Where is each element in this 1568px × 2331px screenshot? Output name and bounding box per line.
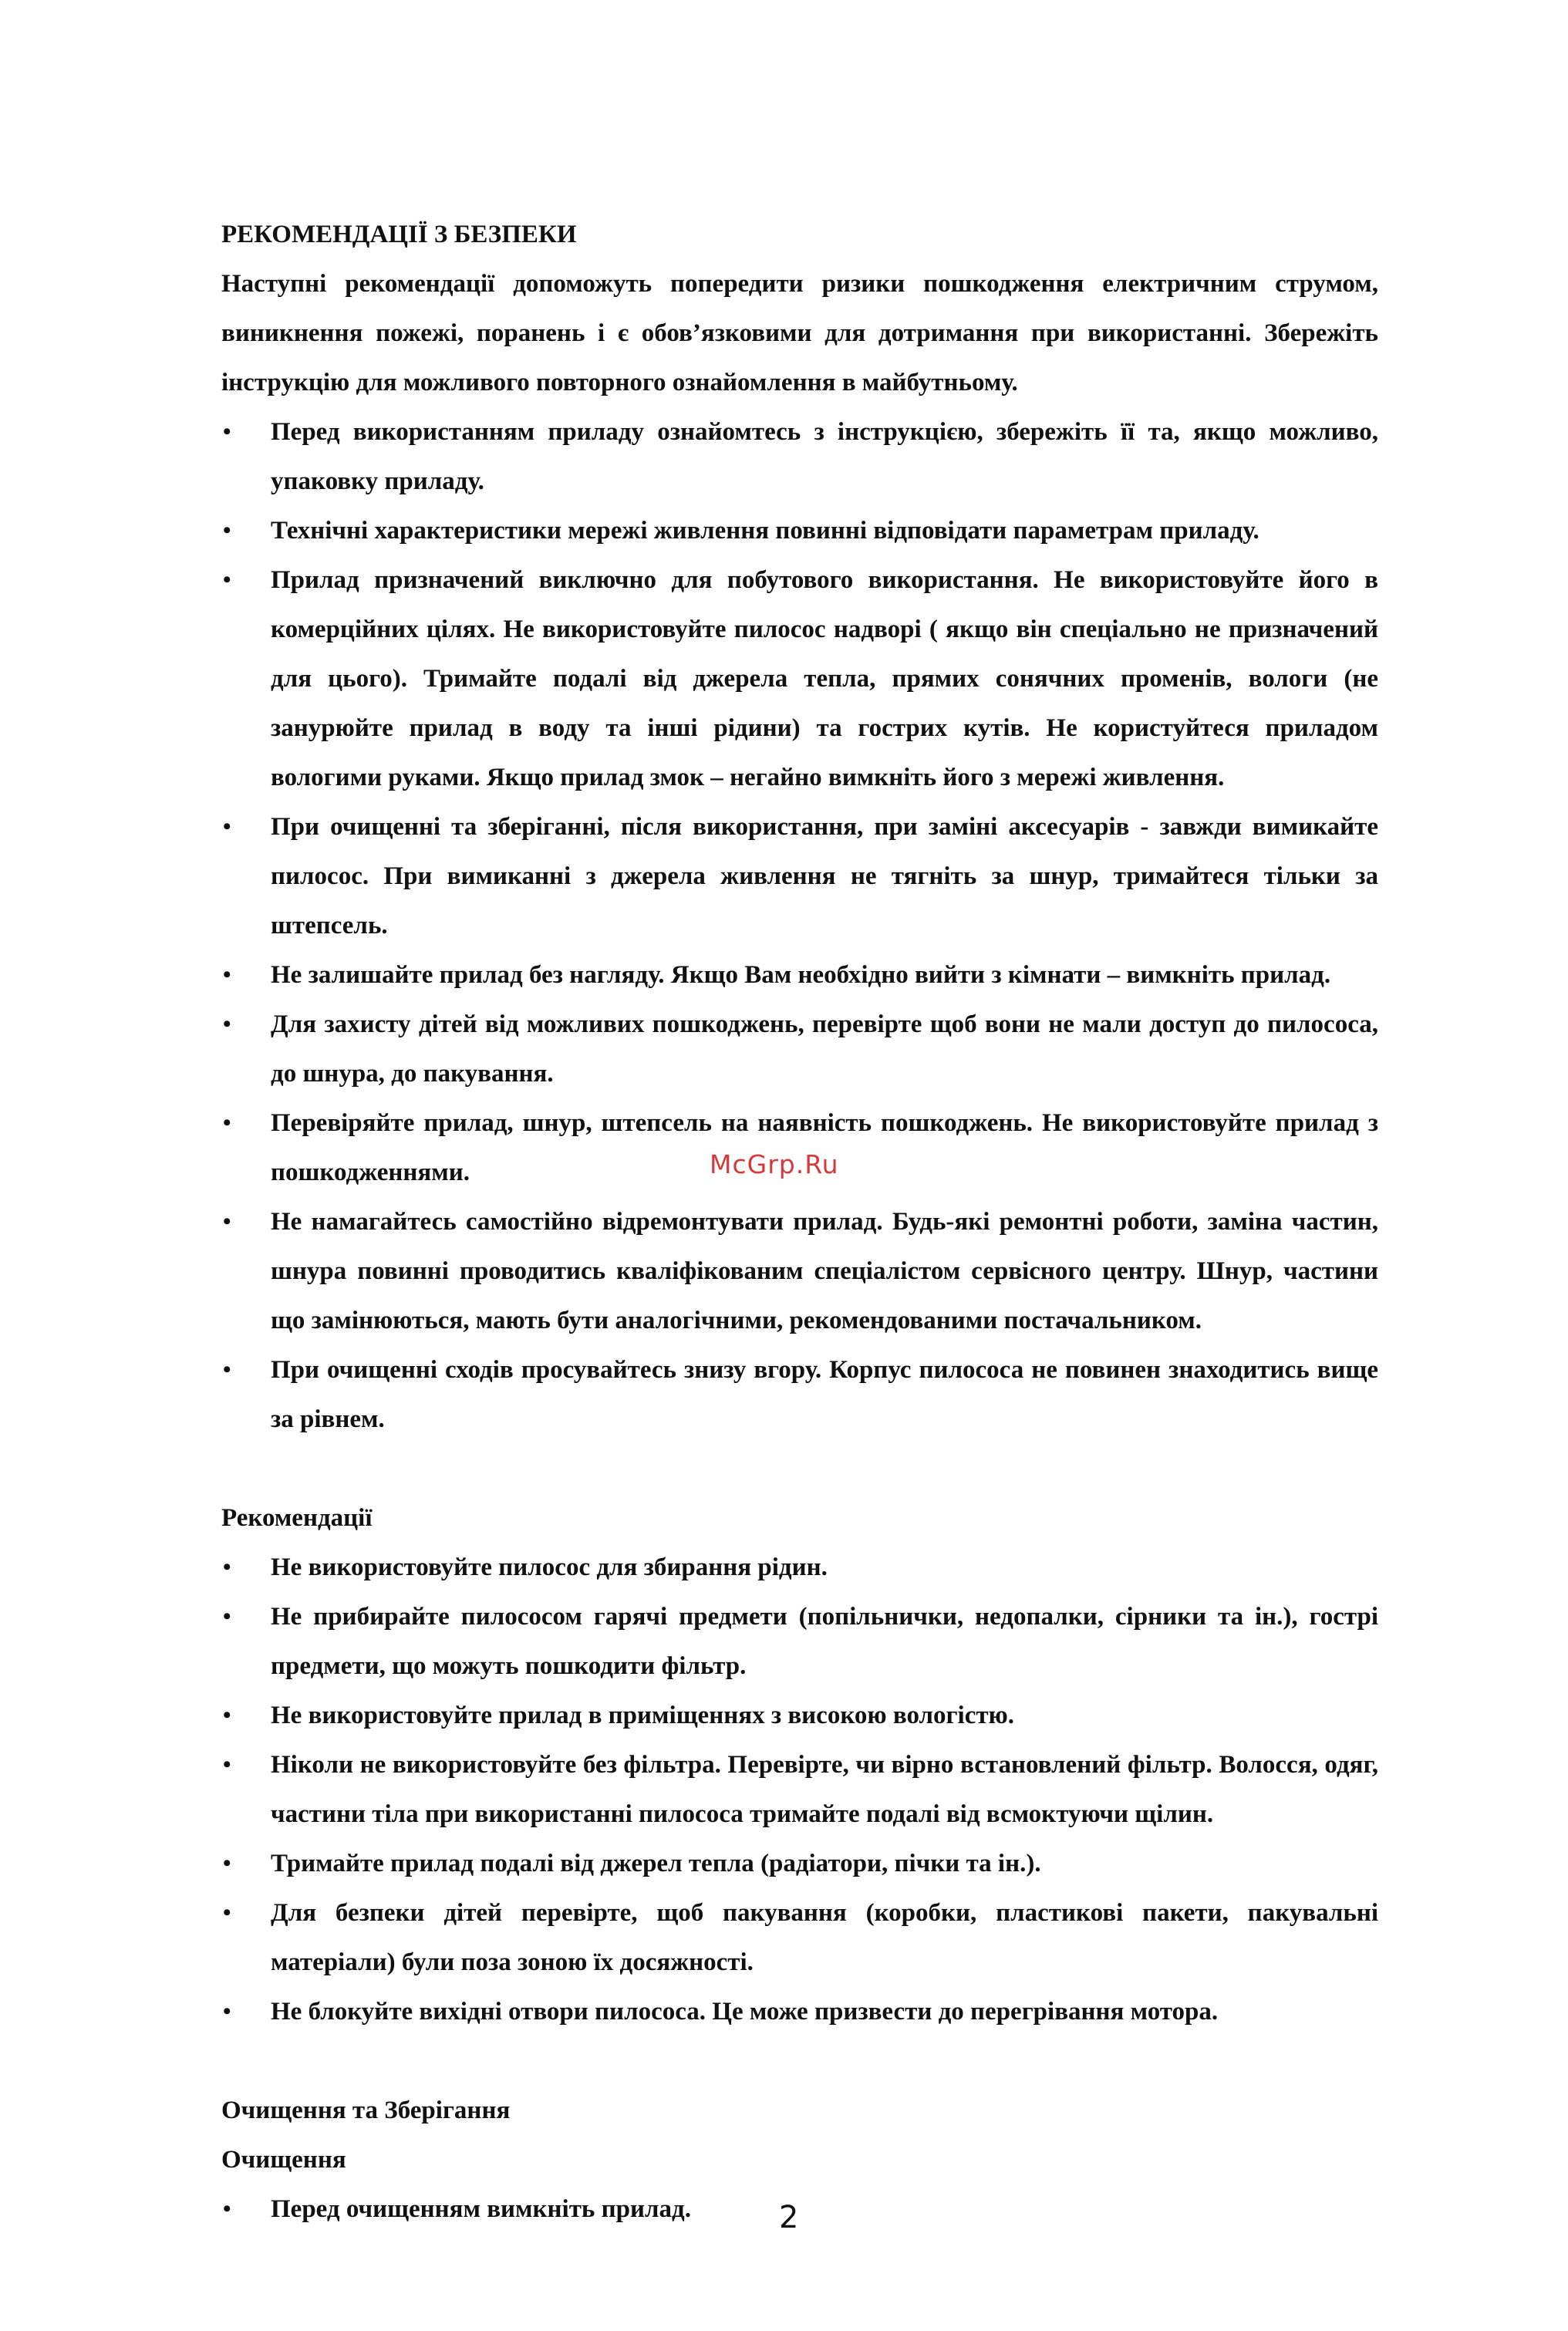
bullet-icon: • — [223, 1900, 231, 1925]
list-item: • Ніколи не використовуйте без фільтра. Перевірте, чи вірно встановлений фільтр. Волосся, одяг, частини тіла при використанні пилососа тримайте подалі від всмоктуючи щілин. — [221, 1740, 1378, 1839]
bullet-icon: • — [223, 518, 231, 543]
list-item: • Не використовуйте пилосос для збирання рідин. — [221, 1543, 1378, 1592]
safety-list — [221, 407, 1378, 1444]
recommendations-list — [221, 1543, 1378, 2036]
bullet-icon: • — [223, 1357, 231, 1382]
watermark: McGrp.Ru — [710, 1149, 839, 1179]
list-item: • Перевіряйте прилад, шнур, штепсель на наявність пошкоджень. Не використовуйте прилад з пошкодженнями. — [221, 1098, 1378, 1197]
bullet-icon: • — [223, 1752, 231, 1777]
list-item: • Перед використанням приладу ознайомтесь з інструкцією, збережіть її та, якщо можливо, упаковку приладу. — [221, 407, 1378, 506]
cleaning-storage-heading: Очищення та Зберігання — [221, 2097, 511, 2124]
bullet-icon: • — [223, 567, 231, 592]
safety-intro: Наступні рекомендації допоможуть попередити ризики пошкодження електричним струмом, виникнення пожежі, поранень і є обов’язковими для дотримання при використанні. Збережіть інструкцію для можливого повторного ознайомлення в майбутньому. — [221, 270, 1378, 396]
bullet-icon: • — [223, 1209, 231, 1234]
bullet-icon: • — [223, 1702, 231, 1728]
bullet-icon: • — [223, 419, 231, 444]
list-item: • Не використовуйте прилад в приміщеннях з високою вологістю. — [221, 1691, 1378, 1740]
bullet-icon: • — [223, 962, 231, 987]
list-item: • При очищенні сходів просувайтесь знизу вгору. Корпус пилососа не повинен знаходитись вище за рівнем. — [221, 1345, 1378, 1444]
bullet-icon: • — [223, 1604, 231, 1629]
list-item: • Не залишайте прилад без нагляду. Якщо Вам необхідно вийти з кімнати – вимкніть прилад. — [221, 950, 1378, 1000]
list-item: • При очищенні та зберіганні, після використання, при заміні аксесуарів - завжди вимикайте пилосос. При вимиканні з джерела живлення не тягніть за шнур, тримайтеся тільки за штепсель. — [221, 802, 1378, 950]
list-item: • Не намагайтесь самостійно відремонтувати прилад. Будь-які ремонтні роботи, заміна частин, шнура повинні проводитись кваліфікованим спеціалістом сервісного центру. Шнур, частини що замінюються, мають бути аналогічними, рекомендованими постачальником. — [221, 1197, 1378, 1345]
list-item: • Перед очищенням вимкніть прилад. — [221, 2184, 1378, 2234]
list-item: • Для безпеки дітей перевірте, щоб пакування (коробки, пластикові пакети, пакувальні матеріали) були поза зоною їх досяжності. — [221, 1888, 1378, 1987]
cleaning-subheading: Очищення — [221, 2146, 346, 2174]
bullet-icon: • — [223, 2196, 231, 2221]
recommendations-heading: Рекомендації — [221, 1504, 373, 1532]
page-number: 2 — [779, 2200, 799, 2235]
list-item: • Тримайте прилад подалі від джерел тепла (радіатори, пічки та ін.). — [221, 1839, 1378, 1888]
bullet-icon: • — [223, 1554, 231, 1580]
bullet-icon: • — [223, 1011, 231, 1037]
bullet-icon: • — [223, 814, 231, 839]
bullet-icon: • — [223, 1850, 231, 1876]
section-spacer — [221, 2036, 1378, 2086]
list-item: • Технічні характеристики мережі живлення повинні відповідати параметрам приладу. — [221, 506, 1378, 555]
bullet-icon: • — [223, 1999, 231, 2024]
list-item: • Для захисту дітей від можливих пошкоджень, перевірте щоб вони не мали доступ до пилососа, до шнура, до пакування. — [221, 1000, 1378, 1098]
bullet-icon: • — [223, 1110, 231, 1135]
section-spacer — [221, 1444, 1378, 1493]
safety-heading: РЕКОМЕНДАЦІЇ З БЕЗПЕКИ — [221, 221, 577, 248]
list-item: • Прилад призначений виключно для побутового використання. Не використовуйте його в комерційних цілях. Не використовуйте пилосос надворі ( якщо він спеціально не призначений для цього). Тримайте подалі від джерела тепла, прямих сонячних променів, вологи (не занурюйте прилад в воду та інші рідини) та гострих кутів. Не користуйтеся приладом вологими руками. Якщо прилад змок – негайно вимкніть його з мережі живлення. — [221, 555, 1378, 802]
page-content — [221, 210, 1378, 2234]
list-item: • Не прибирайте пилососом гарячі предмети (попільнички, недопалки, сірники та ін.), гострі предмети, що можуть пошкодити фільтр. — [221, 1592, 1378, 1691]
list-item: • Не блокуйте вихідні отвори пилососа. Це може призвести до перегрівання мотора. — [221, 1987, 1378, 2036]
cleaning-list — [221, 2184, 1378, 2234]
